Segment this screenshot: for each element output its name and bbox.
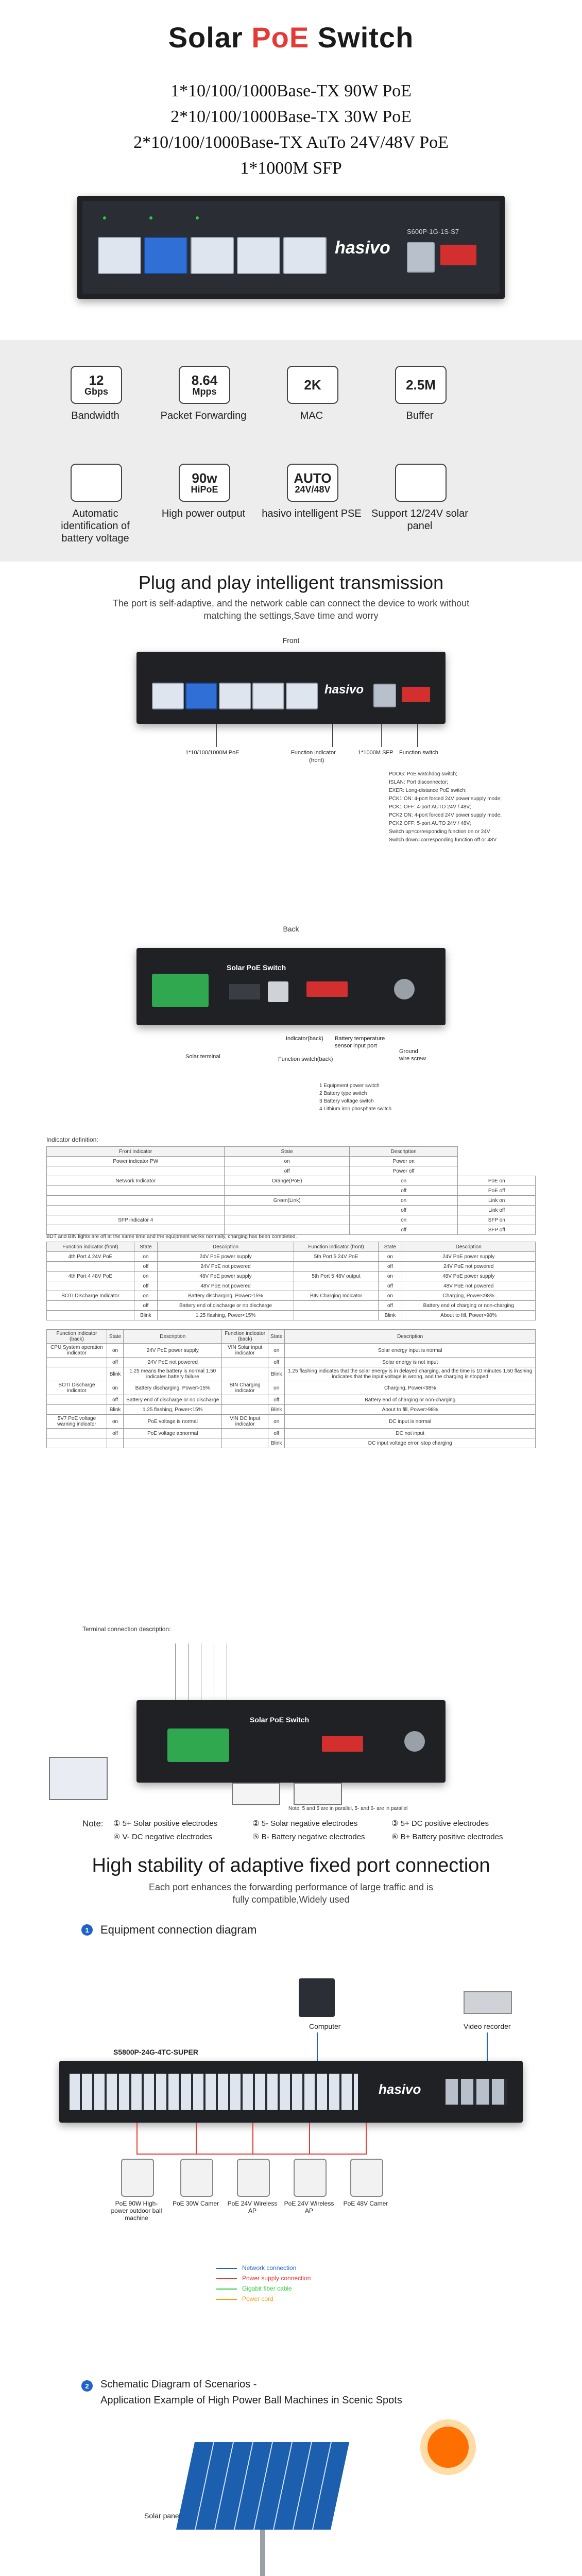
feature-icon-2 xyxy=(287,366,338,404)
table-header-cell: Description xyxy=(349,1147,458,1157)
back-panel-text: Solar PoE Switch xyxy=(227,963,286,972)
feature-icon-6 xyxy=(287,464,338,502)
device-icon-2 xyxy=(237,2159,270,2197)
table-row xyxy=(47,1405,536,1415)
front-label: Front xyxy=(282,636,300,645)
table-cell xyxy=(294,1301,378,1311)
table-header-cell: State xyxy=(107,1330,123,1344)
table-cell xyxy=(225,1206,349,1215)
table-cell: off xyxy=(349,1206,458,1215)
front-switch xyxy=(136,652,446,724)
table-cell: off xyxy=(134,1301,157,1311)
feature-icon-5 xyxy=(179,464,230,502)
legend-label: Network connection xyxy=(242,2264,297,2272)
callout-function-switch: Function switch xyxy=(399,750,438,756)
table-cell xyxy=(222,1367,268,1381)
table-cell: Charging, Power<98% xyxy=(285,1381,536,1395)
table-cell: Charging, Power<98% xyxy=(402,1291,535,1301)
front-switch-note: PCK2 ON: 4-port forced 24V power supply mode; xyxy=(389,812,502,818)
step-1-badge: 1 xyxy=(81,1924,93,1936)
page-title xyxy=(0,21,582,54)
table-cell xyxy=(47,1186,225,1196)
legend-label: Gigabit fiber cable xyxy=(242,2285,292,2292)
table-cell xyxy=(47,1301,134,1311)
table-cell: Power indicator PW xyxy=(47,1157,225,1166)
callout-solar-terminal: Solar terminal xyxy=(185,1054,220,1060)
back-switch-notes xyxy=(319,1082,453,1113)
table-cell: on xyxy=(349,1176,458,1186)
table-cell: Link off xyxy=(458,1206,536,1215)
scenario-title-2: Application Example of High Power Ball Machines in Scenic Spots xyxy=(100,2395,402,2406)
table-cell: off xyxy=(349,1225,458,1235)
title-pre: Solar xyxy=(168,21,252,54)
table-cell: DC input is normal xyxy=(285,1415,536,1429)
table-cell xyxy=(222,1358,268,1367)
table-cell xyxy=(225,1215,349,1225)
table-cell: 24V PoE power supply xyxy=(124,1344,222,1358)
table-cell xyxy=(47,1281,134,1291)
front-switch-note: ISLAN: Port disconnector; xyxy=(389,779,449,785)
table-cell: off xyxy=(107,1358,123,1367)
spec-line-2: 2*10/100/1000Base-TX 30W PoE xyxy=(170,107,412,126)
table-cell xyxy=(294,1281,378,1291)
table-row xyxy=(47,1196,536,1206)
table-cell: 5th Port 5 24V PoE xyxy=(294,1252,378,1262)
table-cell: DC input voltage error, stop charging xyxy=(285,1438,536,1448)
legend-swatch xyxy=(216,2268,237,2269)
network-switch xyxy=(59,2061,523,2123)
table-cell: 48V PoE not powered xyxy=(158,1281,294,1291)
callout-back-indicator: Indicator(back) xyxy=(286,1036,323,1042)
feature-icon-text: AUTO xyxy=(294,470,332,486)
table-cell: off xyxy=(107,1429,123,1438)
table-row xyxy=(47,1215,536,1225)
table-row xyxy=(47,1262,536,1272)
table-cell xyxy=(47,1358,107,1367)
table-cell: on xyxy=(225,1157,349,1166)
table-header-cell: State xyxy=(268,1330,285,1344)
brand-logo: hasivo xyxy=(335,238,390,258)
table-cell: on xyxy=(107,1415,123,1429)
solar-panel-icon xyxy=(49,1757,108,1800)
callout-front-indicator-2: (front) xyxy=(309,757,324,764)
model-label: S600P-1G-1S-S7 xyxy=(407,228,459,235)
table-cell: PoE off xyxy=(458,1186,536,1196)
feature-icon-text: 8.64 xyxy=(191,372,218,388)
table-cell: Blink xyxy=(268,1438,285,1448)
table-row xyxy=(47,1358,536,1367)
table-row xyxy=(47,1438,536,1448)
table-cell: Orange(PoE) xyxy=(225,1176,349,1186)
table-cell: on xyxy=(268,1415,285,1429)
table-row xyxy=(47,1281,536,1291)
terminal-switch xyxy=(136,1700,446,1783)
front-switch-notes xyxy=(389,770,559,844)
table-cell: 24V PoE not powered xyxy=(124,1358,222,1367)
title-highlight: PoE xyxy=(251,21,310,54)
equipment-title: Equipment connection diagram xyxy=(100,1923,257,1936)
table-cell: 4th Port 4 48V PoE xyxy=(47,1272,134,1281)
table-cell: off xyxy=(379,1301,402,1311)
table-row xyxy=(47,1367,536,1381)
feature-icon-0 xyxy=(71,366,122,404)
table-cell xyxy=(222,1405,268,1415)
feature-icon-sub: Mpps xyxy=(192,386,217,397)
table-cell: off xyxy=(379,1281,402,1291)
table-header-cell: Function indicator (front) xyxy=(294,1242,378,1252)
table-row xyxy=(47,1206,536,1215)
table-cell: CPU System operation indicator xyxy=(47,1344,107,1358)
table-header-cell: Description xyxy=(158,1242,294,1252)
plug-title: Plug and play intelligent transmission xyxy=(138,572,444,593)
table-cell: Power off xyxy=(349,1166,458,1176)
plug-sub-2: matching the settings,Save time and worry xyxy=(203,611,379,621)
table-header-cell: Function indicator (back) xyxy=(47,1330,107,1344)
callout-ground-2: wire screw xyxy=(399,1056,426,1062)
computer-icon xyxy=(299,1978,335,2017)
function-indicator-back-table xyxy=(46,1329,536,1448)
table-cell: 1.25 flashing indicates that the solar energy is in delayed charging, and the time is 10 minutes 1.50 flashing indicates that the input voltage is wrong, and the charging is stopped xyxy=(285,1367,536,1381)
indicator-table xyxy=(46,1146,536,1235)
table-cell: Solar energy input is normal xyxy=(285,1344,536,1358)
table-cell: BOTI Discharge indicator xyxy=(47,1381,107,1395)
feature-icon-sub: HiPoE xyxy=(191,484,218,495)
table-cell: About to fill, Power>98% xyxy=(402,1311,535,1320)
table-cell xyxy=(222,1438,268,1448)
front-switch-note: Switch down=corresponding function off or 48V xyxy=(389,837,497,843)
terminal-note-item: ② 5- Solar negative electrodes xyxy=(252,1819,358,1828)
table-cell: 1.25 flashing, Power<15% xyxy=(158,1311,294,1320)
table-cell: Link on xyxy=(458,1196,536,1206)
terminal-note-item: ③ 5+ DC positive electrodes xyxy=(391,1819,489,1828)
callout-temp: Battery temperature xyxy=(335,1036,385,1042)
table-cell xyxy=(47,1429,107,1438)
table-row xyxy=(47,1311,536,1320)
table-cell: BIN Charging indicator xyxy=(222,1381,268,1395)
table-cell: SFP off xyxy=(458,1225,536,1235)
device-icon-0 xyxy=(121,2159,154,2197)
device-label: PoE 90W High-power outdoor ball machine xyxy=(111,2200,162,2222)
device-icon-4 xyxy=(350,2159,383,2197)
back-switch xyxy=(136,948,446,1025)
table-row xyxy=(47,1186,536,1196)
recorder-icon xyxy=(464,1991,512,2014)
back-switch-note: 1 Equipment power switch xyxy=(319,1083,380,1089)
table-cell: SFP indicator 4 xyxy=(47,1215,225,1225)
legend-swatch xyxy=(216,2299,237,2300)
table-cell xyxy=(47,1225,225,1235)
solar-panel-label: Solar panel xyxy=(144,2512,181,2520)
table-cell: Blink xyxy=(107,1367,123,1381)
table-header-cell: Front indicator xyxy=(47,1147,225,1157)
table-cell: 5th Port 5 48V output xyxy=(294,1272,378,1281)
callout-temp-2: sensor input port xyxy=(335,1043,377,1049)
table-cell: Battery end of discharge or no discharge xyxy=(124,1395,222,1405)
table-cell xyxy=(225,1225,349,1235)
table-cell: off xyxy=(379,1262,402,1272)
network-switch-brand: hasivo xyxy=(379,2081,421,2097)
stability-sub-1: Each port enhances the forwarding performance of large traffic and is xyxy=(149,1882,433,1892)
feature-icon-1 xyxy=(179,366,230,404)
table-header-cell: Description xyxy=(124,1330,222,1344)
feature-label: Buffer xyxy=(406,410,434,421)
terminal-title: Terminal connection description: xyxy=(82,1625,171,1633)
device-label: PoE 48V Camer xyxy=(343,2200,388,2207)
table-cell xyxy=(294,1262,378,1272)
table-cell: 5V7 PoE voltage warning indicator xyxy=(47,1415,107,1429)
callout-ground: Ground xyxy=(399,1048,418,1055)
table-cell: 24V PoE power supply xyxy=(158,1252,294,1262)
table-cell: Blink xyxy=(268,1367,285,1381)
table-cell: Network Indicator xyxy=(47,1176,225,1186)
device-label: PoE 24V Wireless AP xyxy=(227,2200,278,2214)
feature-icon-sub: Gbps xyxy=(84,386,108,397)
table-row xyxy=(47,1272,536,1281)
table-header-cell: State xyxy=(379,1242,402,1252)
table-cell: on xyxy=(379,1252,402,1262)
terminal-note-item: ① 5+ Solar positive electrodes xyxy=(113,1819,218,1828)
front-switch-note: PCK2 OFF: 5-port AUTO 24V / 48V; xyxy=(389,821,471,826)
table-cell: on xyxy=(107,1344,123,1358)
table-row xyxy=(47,1344,536,1358)
table-cell: 24V PoE not powered xyxy=(402,1262,535,1272)
computer-label: Computer xyxy=(309,2022,341,2030)
table-cell: Blink xyxy=(107,1405,123,1415)
brand-logo-front: hasivo xyxy=(324,683,364,697)
table-cell: off xyxy=(225,1166,349,1176)
table-row xyxy=(47,1291,536,1301)
table-cell: Battery discharging, Power>15% xyxy=(124,1381,222,1395)
stability-title: High stability of adaptive fixed port connection xyxy=(92,1855,490,1876)
front-switch-note: PDOG: PoE watchdog switch; xyxy=(389,771,457,777)
table-cell: Blink xyxy=(379,1311,402,1320)
battery-icon xyxy=(232,1783,280,1805)
step-2-badge: 2 xyxy=(81,2380,93,2392)
table-cell: PoE voltage is normal xyxy=(124,1415,222,1429)
table-cell xyxy=(47,1367,107,1381)
table-cell: off xyxy=(107,1395,123,1405)
table-cell: BIN Charging Indicator xyxy=(294,1291,378,1301)
feature-label: Bandwidth xyxy=(71,410,119,421)
table-cell: Battery end of discharge or no discharge xyxy=(158,1301,294,1311)
table-cell: Green(Link) xyxy=(225,1196,349,1206)
table-cell: 48V PoE not powered xyxy=(402,1281,535,1291)
feature-icon-7 xyxy=(395,464,447,502)
indicator-def-title: Indicator definition: xyxy=(46,1136,98,1143)
recorder-label: Video recorder xyxy=(464,2022,511,2030)
table-cell xyxy=(107,1438,123,1448)
spec-line-3: 2*10/100/1000Base-TX AuTo 24V/48V PoE xyxy=(133,133,449,152)
feature-icon-text: 90w xyxy=(192,470,217,486)
table-cell: 4th Port 4 24V PoE xyxy=(47,1252,134,1262)
table-cell: on xyxy=(268,1381,285,1395)
function-indicator-front-table xyxy=(46,1242,536,1320)
device-icon-1 xyxy=(180,2159,213,2197)
legend-swatch xyxy=(216,2278,237,2279)
table-cell: VIN DC Input indicator xyxy=(222,1415,268,1429)
feature-icon-text: 2.5M xyxy=(406,377,436,393)
table-cell: on xyxy=(107,1381,123,1395)
feature-label: Automatic identification of battery voltage xyxy=(61,508,130,544)
table-cell xyxy=(222,1429,268,1438)
table-row xyxy=(47,1415,536,1429)
table-cell: 24V PoE not powered xyxy=(158,1262,294,1272)
callout-front-indicator: Function indicator xyxy=(291,750,336,756)
table-cell: 24V PoE power supply xyxy=(402,1252,535,1262)
table-cell xyxy=(47,1311,134,1320)
table-cell xyxy=(47,1438,107,1448)
table-row xyxy=(47,1157,536,1166)
table-cell: Blink xyxy=(268,1405,285,1415)
table-header-cell: Description xyxy=(402,1242,535,1252)
front-switch-note: PCK1 ON: 4-port forced 24V power supply mode; xyxy=(389,796,502,802)
terminal-panel-text: Solar PoE Switch xyxy=(250,1716,310,1724)
table-header-cell: Function indicator (back) xyxy=(222,1330,268,1344)
table-cell: off xyxy=(268,1395,285,1405)
terminal-note-item: ④ V- DC negative electrodes xyxy=(113,1833,212,1841)
table-cell: on xyxy=(134,1272,157,1281)
table-cell xyxy=(47,1196,225,1206)
table-cell: Blink xyxy=(134,1311,157,1320)
table-cell: off xyxy=(349,1186,458,1196)
table-cell: PoE voltage abnormal xyxy=(124,1429,222,1438)
table-row xyxy=(47,1225,536,1235)
front-switch-note: EXER: Long-distance PoE switch; xyxy=(389,788,467,793)
callout-back-switch: Function switch(back) xyxy=(278,1056,333,1062)
table-row xyxy=(47,1381,536,1395)
table-cell: 48V PoE power supply xyxy=(402,1272,535,1281)
spec-line-1: 1*10/100/1000Base-TX 90W PoE xyxy=(170,81,412,100)
table-header-cell: Function indicator (front) xyxy=(47,1242,134,1252)
table-cell xyxy=(47,1262,134,1272)
feature-icon-3 xyxy=(395,366,447,404)
table-cell: Battery end of charging or non-charging xyxy=(402,1301,535,1311)
table-cell: Battery discharging, Power>15% xyxy=(158,1291,294,1301)
table-cell: off xyxy=(268,1358,285,1367)
table-cell: SFP on xyxy=(458,1215,536,1225)
callout-sfp: 1*1000M SFP xyxy=(358,750,393,756)
table-cell: Solar energy is not input xyxy=(285,1358,536,1367)
front-switch-note: Switch up=corresponding function on or 24V xyxy=(389,829,490,835)
table-cell: on xyxy=(134,1291,157,1301)
feature-label: Support 12/24V solar panel xyxy=(371,508,468,532)
table-cell: BOTI Discharge Indicator xyxy=(47,1291,134,1301)
legend-label: Power supply connection xyxy=(242,2275,311,2282)
table-cell: on xyxy=(349,1215,458,1225)
table-cell: 48V PoE power supply xyxy=(158,1272,294,1281)
table-cell xyxy=(294,1311,378,1320)
device-icon-3 xyxy=(294,2159,327,2197)
table-cell: VIN Solar input indicator xyxy=(222,1344,268,1358)
title-post: Switch xyxy=(309,21,414,54)
feature-icon-text: 12 xyxy=(89,372,104,388)
spec-line-4: 1*1000M SFP xyxy=(240,159,342,178)
table-cell: off xyxy=(268,1429,285,1438)
table-cell: PoE on xyxy=(458,1176,536,1186)
table-cell: on xyxy=(268,1344,285,1358)
table-cell: off xyxy=(134,1262,157,1272)
terminal-note-small: Note: 5 and 5 are in parallel, 5- and 6- are in parallel xyxy=(288,1806,408,1811)
dc-power-icon xyxy=(294,1783,342,1805)
device-label: PoE 30W Camer xyxy=(172,2200,219,2207)
hero-switch xyxy=(77,196,505,299)
table-cell: off xyxy=(134,1281,157,1291)
terminal-note-item: ⑥ B+ Battery positive electrodes xyxy=(391,1833,503,1841)
terminal-note-label: Note: xyxy=(82,1819,104,1828)
table-row xyxy=(47,1176,536,1186)
feature-label: Packet Forwarding xyxy=(160,410,247,421)
table-row xyxy=(47,1252,536,1262)
sun-icon xyxy=(427,2427,469,2468)
callout-poe-ports: 1*10/100/1000M PoE xyxy=(185,750,239,756)
table-cell xyxy=(47,1166,225,1176)
table-cell xyxy=(124,1438,222,1448)
front-switch-note: PCK1 OFF: 4-port AUTO 24V / 48V; xyxy=(389,804,471,810)
table-cell xyxy=(47,1405,107,1415)
device-label: PoE 24V Wireless AP xyxy=(284,2200,334,2214)
feature-label: High power output xyxy=(161,508,246,519)
table-cell: Power on xyxy=(349,1157,458,1166)
table-header-cell: State xyxy=(225,1147,349,1157)
table-row xyxy=(47,1429,536,1438)
legend-label: Power cord xyxy=(242,2295,273,2302)
back-label: Back xyxy=(283,925,299,933)
table-row xyxy=(47,1166,536,1176)
feature-label: MAC xyxy=(300,410,323,421)
table-cell: About to fill, Power>98% xyxy=(285,1405,536,1415)
table-cell: 1.25 flashing, Power<15% xyxy=(124,1405,222,1415)
back-switch-note: 4 Lithium iron phosphate switch xyxy=(319,1106,392,1112)
plug-sub-1: The port is self-adaptive, and the network cable can connect the device to work without xyxy=(112,598,470,608)
network-switch-model: S5800P-24G-4TC-SUPER xyxy=(113,2048,198,2056)
feature-icon-text: 2K xyxy=(304,377,321,393)
table-header-cell: Description xyxy=(285,1330,536,1344)
table-cell: DC not input xyxy=(285,1429,536,1438)
feature-icon-4 xyxy=(71,464,122,502)
terminal-note-item: ⑤ B- Battery negative electrodes xyxy=(252,1833,365,1841)
feature-icon-sub: 24V/48V xyxy=(295,484,331,495)
feature-label: hasivo intelligent PSE xyxy=(262,508,362,519)
table-cell xyxy=(222,1395,268,1405)
table-row xyxy=(47,1395,536,1405)
solar-panel-graphic xyxy=(176,2442,349,2530)
table-cell xyxy=(47,1206,225,1215)
legend-swatch xyxy=(216,2289,237,2290)
table-row xyxy=(47,1301,536,1311)
back-switch-note: 2 Battery type switch xyxy=(319,1091,367,1096)
table-cell xyxy=(47,1395,107,1405)
back-switch-note: 3 Battery voltage switch xyxy=(319,1098,374,1104)
table-cell: Battery end of charging or non-charging xyxy=(285,1395,536,1405)
table-cell: on xyxy=(349,1196,458,1206)
table-cell: on xyxy=(379,1272,402,1281)
scenario-title-1: Schematic Diagram of Scenarios - xyxy=(100,2379,257,2390)
table-cell xyxy=(225,1186,349,1196)
table-header-cell: State xyxy=(134,1242,157,1252)
table-cell: on xyxy=(134,1252,157,1262)
table-cell: on xyxy=(379,1291,402,1301)
table-cell: 1.25 means the battery is normal 1.50 indicates battery failure xyxy=(124,1367,222,1381)
indicator-footnote: BDT and BIN lights are off at the same time and the equipment works normally, charging has been completed. xyxy=(46,1234,297,1240)
stability-sub-2: fully compatible,Widely used xyxy=(232,1894,350,1905)
